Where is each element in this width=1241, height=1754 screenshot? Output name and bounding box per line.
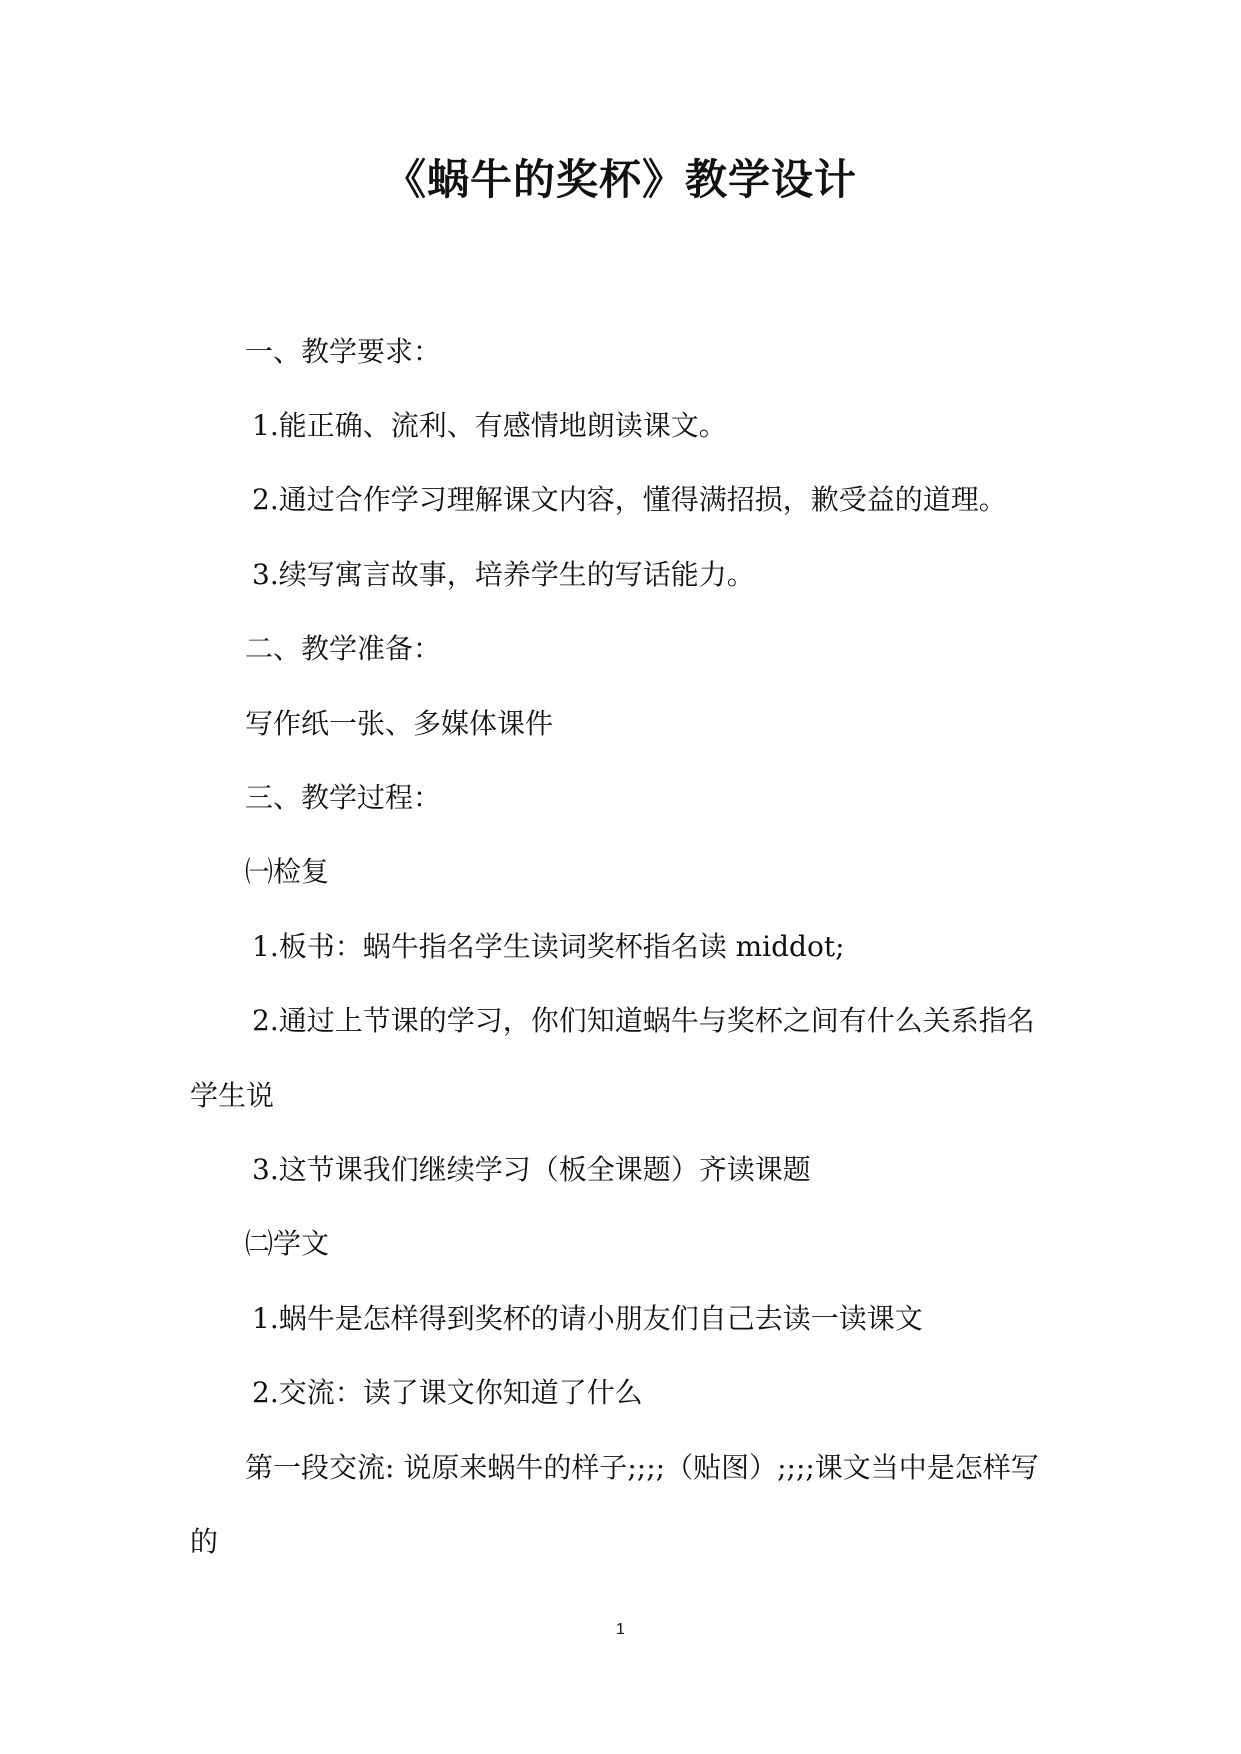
subsection-heading-review: ㈠检复 [245, 855, 330, 888]
paragraph-line: 2.通过上节课的学习，你们知道蜗牛与奖杯之间有什么关系指名 [252, 1004, 1035, 1037]
subsection-heading-study: ㈡学文 [245, 1227, 330, 1260]
paragraph-line: 2.交流：读了课文你知道了什么 [252, 1376, 643, 1409]
paragraph-line: 1.板书：蜗牛指名学生读词奖杯指名读 middot; [252, 930, 845, 963]
section-heading-preparation: 二、教学准备： [245, 632, 442, 665]
document-title: 《蜗牛的奖杯》教学设计 [383, 155, 857, 204]
section-heading-process: 三、教学过程： [245, 781, 442, 814]
paragraph-line-continuation: 的 [190, 1525, 219, 1558]
paragraph-line: 写作纸一张、多媒体课件 [245, 707, 554, 740]
paragraph-line: 3.这节课我们继续学习（板全课题）齐读课题 [252, 1153, 811, 1186]
paragraph-line: 第一段交流: 说原来蜗牛的样子;;;;（贴图）;;;;课文当中是怎样写 [245, 1451, 1039, 1484]
paragraph-line-continuation: 学生说 [190, 1079, 275, 1112]
page-number: 1 [616, 1621, 625, 1638]
section-heading-requirements: 一、教学要求： [245, 335, 442, 368]
paragraph-line: 3.续写寓言故事，培养学生的写话能力。 [252, 558, 755, 591]
paragraph-line: 1.蜗牛是怎样得到奖杯的请小朋友们自己去读一读课文 [252, 1302, 923, 1335]
paragraph-line: 1.能正确、流利、有感情地朗读课文。 [252, 409, 727, 442]
paragraph-line: 2.通过合作学习理解课文内容，懂得满招损，歉受益的道理。 [252, 483, 1007, 516]
